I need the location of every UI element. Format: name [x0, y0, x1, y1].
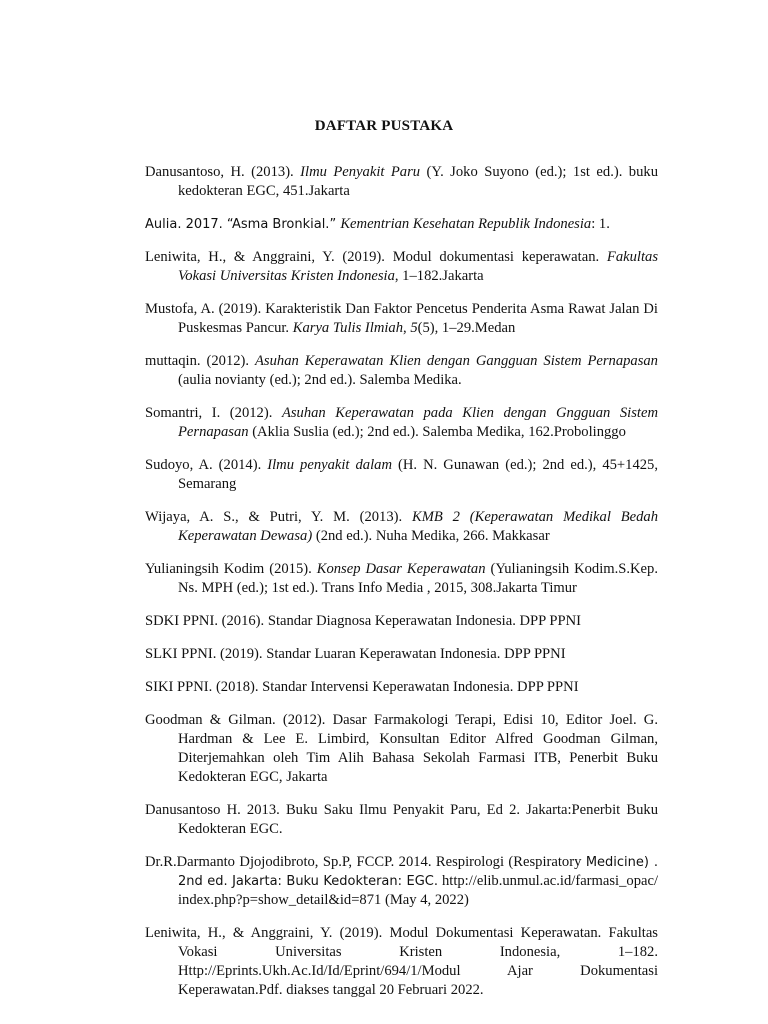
reference-entry: SDKI PPNI. (2016). Standar Diagnosa Keperawatan Indonesia. DPP PPNI [145, 613, 581, 629]
reference-entry: Aulia. 2017. “Asma Bronkial.” Kementrian Kesehatan Republik Indonesia: 1. [145, 216, 610, 232]
reference-entry: Sudoyo, A. (2014). Ilmu penyakit dalam (H. N. Gunawan (ed.); 2nd ed.), 45+1425, Semarang [145, 457, 658, 492]
reference-entry: Goodman & Gilman. (2012). Dasar Farmakologi Terapi, Edisi 10, Editor Joel. G. Hardman & Lee E. Limbird, Konsultan Editor Alfred Goodman Gilman, Diterjemahkan oleh Tim Alih Bahasa Sekolah Farmasi ITB, Penerbit Buku Kedokteran EGC, Jakarta [145, 712, 658, 785]
reference-entry: Mustofa, A. (2019). Karakteristik Dan Faktor Pencetus Penderita Asma Rawat Jalan Di Puskesmas Pancur. Karya Tulis Ilmiah, 5(5), 1–29.Medan [145, 301, 658, 336]
reference-entry: SIKI PPNI. (2018). Standar Intervensi Keperawatan Indonesia. DPP PPNI [145, 679, 579, 695]
reference-entry: Yulianingsih Kodim (2015). Konsep Dasar Keperawatan (Yulianingsih Kodim.S.Kep. Ns. MPH (ed.); 1st ed.). Trans Info Media , 2015, 308.Jakarta Timur [145, 561, 658, 596]
reference-list [145, 163, 658, 1014]
reference-entry: Wijaya, A. S., & Putri, Y. M. (2013). KMB 2 (Keperawatan Medikal Bedah Keperawatan Dewasa) (2nd ed.). Nuha Medika, 266. Makkasar [145, 509, 658, 544]
reference-entry: SLKI PPNI. (2019). Standar Luaran Keperawatan Indonesia. DPP PPNI [145, 646, 566, 662]
reference-url[interactable]: http://elib.unmul.ac.id/farmasi_opac/index.php?p=show_detail&id=871 (May 4, 2022) [178, 873, 658, 908]
reference-entry: Danusantoso H. 2013. Buku Saku Ilmu Penyakit Paru, Ed 2. Jakarta:Penerbit Buku Kedokteran EGC. [145, 802, 658, 837]
reference-entry: muttaqin. (2012). Asuhan Keperawatan Klien dengan Gangguan Sistem Pernapasan (aulia novianty (ed.); 2nd ed.). Salemba Medika. [145, 353, 658, 388]
reference-entry: Leniwita, H., & Anggraini, Y. (2019). Modul dokumentasi keperawatan. Fakultas Vokasi Universitas Kristen Indonesia, 1–182.Jakarta [145, 249, 658, 284]
reference-entry: Leniwita, H., & Anggraini, Y. (2019). Modul Dokumentasi Keperawatan. Fakultas Vokasi Universitas Kristen Indonesia, 1–182. Http://Eprints.Ukh.Ac.Id/Id/Eprint/694/1/Modul Ajar Dokumentasi Keperawatan.Pdf. diakses tanggal 20 Februari 2022. [145, 925, 658, 998]
reference-entry: Somantri, I. (2012). Asuhan Keperawatan pada Klien dengan Gngguan Sistem Pernapasan (Aklia Suslia (ed.); 2nd ed.). Salemba Medika, 162.Probolinggo [145, 405, 658, 440]
reference-entry: Danusantoso, H. (2013). Ilmu Penyakit Paru (Y. Joko Suyono (ed.); 1st ed.). buku kedokteran EGC, 451.Jakarta [145, 164, 658, 199]
page-title: DAFTAR PUSTAKA [314, 118, 454, 134]
reference-entry: Dr.R.Darmanto Djojodibroto, Sp.P, FCCP. 2014. Respirologi (Respiratory Medicine) . 2nd ed. Jakarta: Buku Kedokteran: EGC. http://elib.unmul.ac.id/farmasi_opac/index.php?p=show_detail&id=871 (May 4, 2022) [145, 854, 658, 908]
